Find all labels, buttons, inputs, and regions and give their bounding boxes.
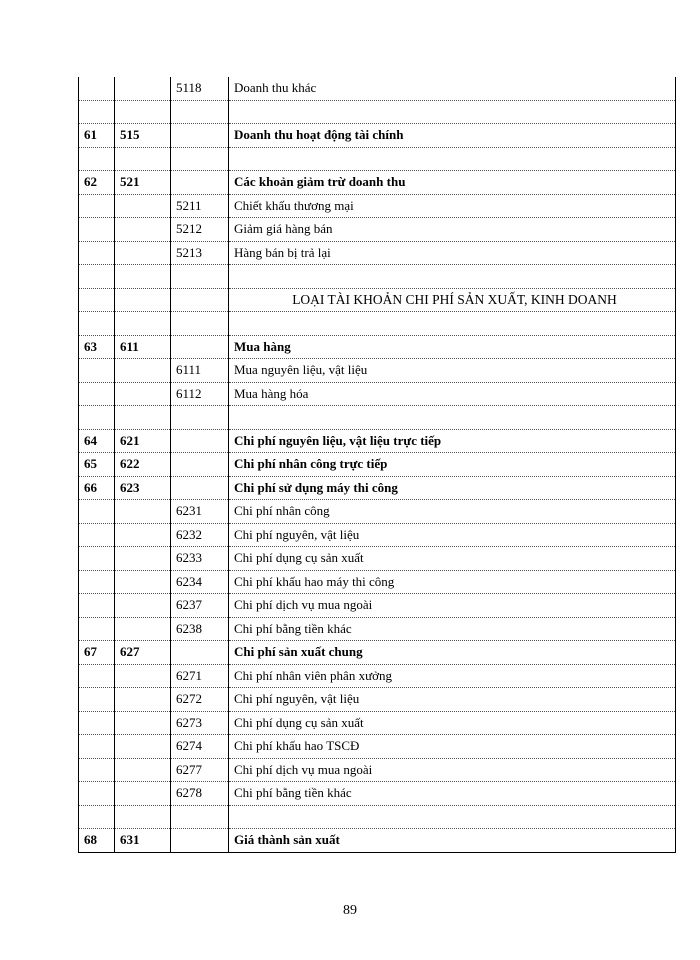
row-number-cell: [79, 312, 115, 336]
account-level1-cell: [115, 359, 171, 383]
row-number-cell: [79, 805, 115, 829]
table-row: [79, 476, 676, 500]
account-name-cell: [229, 312, 676, 336]
account-table: [78, 77, 676, 853]
account-level1-cell: [115, 688, 171, 712]
table-row: [79, 124, 676, 148]
account-name-cell: Doanh thu hoạt động tài chính: [229, 124, 676, 148]
account-name-cell: Chi phí nguyên, vật liệu: [229, 688, 676, 712]
account-level2-cell: [171, 406, 229, 430]
account-level2-cell: [171, 476, 229, 500]
row-number-cell: 66: [79, 476, 115, 500]
account-name-cell: Các khoản giảm trừ doanh thu: [229, 171, 676, 195]
account-level2-cell: 5213: [171, 241, 229, 265]
row-number-cell: [79, 194, 115, 218]
account-name-cell: [229, 147, 676, 171]
account-level2-cell: [171, 641, 229, 665]
row-number-cell: [79, 288, 115, 312]
table-row: [79, 359, 676, 383]
table-row: [79, 77, 676, 100]
account-level1-cell: 622: [115, 453, 171, 477]
row-number-cell: [79, 688, 115, 712]
account-level1-cell: [115, 711, 171, 735]
account-level2-cell: [171, 147, 229, 171]
account-name-cell: Chi phí khấu hao máy thi công: [229, 570, 676, 594]
account-name-cell: Chi phí nhân công: [229, 500, 676, 524]
account-level2-cell: 6272: [171, 688, 229, 712]
account-name-cell: Chi phí dụng cụ sản xuất: [229, 547, 676, 571]
account-name-cell: [229, 406, 676, 430]
row-number-cell: 64: [79, 429, 115, 453]
account-level2-cell: [171, 312, 229, 336]
account-name-cell: Chi phí nguyên, vật liệu: [229, 523, 676, 547]
table-row: [79, 523, 676, 547]
table-row: [79, 218, 676, 242]
row-number-cell: [79, 547, 115, 571]
account-level2-cell: 6111: [171, 359, 229, 383]
account-level1-cell: [115, 288, 171, 312]
row-number-cell: [79, 218, 115, 242]
account-level1-cell: [115, 594, 171, 618]
page-number: 89: [343, 903, 357, 918]
account-name-cell: Chi phí sử dụng máy thi công: [229, 476, 676, 500]
account-level2-cell: [171, 429, 229, 453]
account-name-cell: Doanh thu khác: [229, 77, 676, 100]
table-row: [79, 758, 676, 782]
account-level1-cell: [115, 100, 171, 124]
account-level1-cell: 631: [115, 829, 171, 853]
account-level2-cell: 6233: [171, 547, 229, 571]
account-level2-cell: 6234: [171, 570, 229, 594]
account-level1-cell: [115, 523, 171, 547]
row-number-cell: [79, 241, 115, 265]
table-row: [79, 594, 676, 618]
account-level2-cell: [171, 453, 229, 477]
row-number-cell: [79, 359, 115, 383]
table-row: [79, 335, 676, 359]
account-level2-cell: [171, 829, 229, 853]
account-level1-cell: 611: [115, 335, 171, 359]
account-level2-cell: 6277: [171, 758, 229, 782]
table-row: [79, 312, 676, 336]
table-row: [79, 664, 676, 688]
table-row: [79, 100, 676, 124]
account-name-cell: Chi phí dịch vụ mua ngoài: [229, 758, 676, 782]
row-number-cell: [79, 711, 115, 735]
table-row: [79, 265, 676, 289]
account-level2-cell: [171, 805, 229, 829]
account-level1-cell: [115, 194, 171, 218]
table-row: [79, 735, 676, 759]
table-row: [79, 147, 676, 171]
account-level1-cell: [115, 664, 171, 688]
row-number-cell: [79, 382, 115, 406]
table-row: [79, 453, 676, 477]
account-level1-cell: [115, 805, 171, 829]
account-level2-cell: 6278: [171, 782, 229, 806]
row-number-cell: 63: [79, 335, 115, 359]
account-name-cell: Chi phí dụng cụ sản xuất: [229, 711, 676, 735]
table-row: [79, 241, 676, 265]
account-level1-cell: [115, 147, 171, 171]
account-level2-cell: 5211: [171, 194, 229, 218]
account-level1-cell: [115, 265, 171, 289]
account-name-cell: Chi phí nhân viên phân xưởng: [229, 664, 676, 688]
account-level1-cell: [115, 782, 171, 806]
account-level2-cell: 6231: [171, 500, 229, 524]
account-level2-cell: 6271: [171, 664, 229, 688]
table-row: [79, 617, 676, 641]
row-number-cell: [79, 523, 115, 547]
account-level2-cell: [171, 288, 229, 312]
account-table-body: [79, 77, 676, 852]
account-level1-cell: 627: [115, 641, 171, 665]
account-level2-cell: 6112: [171, 382, 229, 406]
account-name-cell: Giá thành sản xuất: [229, 829, 676, 853]
row-number-cell: [79, 500, 115, 524]
row-number-cell: [79, 77, 115, 100]
account-name-cell: Chi phí nhân công trực tiếp: [229, 453, 676, 477]
table-row: [79, 711, 676, 735]
account-name-cell: Mua hàng: [229, 335, 676, 359]
table-row: [79, 171, 676, 195]
row-number-cell: [79, 147, 115, 171]
account-level2-cell: 6232: [171, 523, 229, 547]
account-level2-cell: 5118: [171, 77, 229, 100]
section-heading-row: [79, 288, 676, 312]
account-level1-cell: [115, 758, 171, 782]
account-level1-cell: [115, 617, 171, 641]
table-row: [79, 194, 676, 218]
account-name-cell: Hàng bán bị trả lại: [229, 241, 676, 265]
row-number-cell: [79, 782, 115, 806]
account-level1-cell: [115, 500, 171, 524]
row-number-cell: [79, 406, 115, 430]
account-level1-cell: [115, 382, 171, 406]
row-number-cell: 67: [79, 641, 115, 665]
table-row: [79, 429, 676, 453]
account-name-cell: [229, 805, 676, 829]
table-row: [79, 805, 676, 829]
account-name-cell: Chi phí nguyên liệu, vật liệu trực tiếp: [229, 429, 676, 453]
account-name-cell: Chiết khấu thương mại: [229, 194, 676, 218]
account-name-cell: Chi phí sản xuất chung: [229, 641, 676, 665]
account-level2-cell: 6274: [171, 735, 229, 759]
account-level1-cell: [115, 218, 171, 242]
account-level2-cell: 5212: [171, 218, 229, 242]
account-name-cell: Chi phí khấu hao TSCĐ: [229, 735, 676, 759]
row-number-cell: 62: [79, 171, 115, 195]
account-name-cell: Chi phí bằng tiền khác: [229, 782, 676, 806]
row-number-cell: [79, 617, 115, 641]
account-name-cell: Giảm giá hàng bán: [229, 218, 676, 242]
account-level1-cell: [115, 406, 171, 430]
account-level2-cell: [171, 100, 229, 124]
account-level2-cell: 6273: [171, 711, 229, 735]
account-level1-cell: [115, 77, 171, 100]
account-level1-cell: 621: [115, 429, 171, 453]
table-row: [79, 688, 676, 712]
table-row: [79, 782, 676, 806]
table-row: [79, 547, 676, 571]
account-level1-cell: 623: [115, 476, 171, 500]
row-number-cell: 61: [79, 124, 115, 148]
table-row: [79, 382, 676, 406]
account-level1-cell: [115, 735, 171, 759]
row-number-cell: [79, 735, 115, 759]
row-number-cell: 68: [79, 829, 115, 853]
account-name-cell: Chi phí bằng tiền khác: [229, 617, 676, 641]
account-level1-cell: 515: [115, 124, 171, 148]
account-level1-cell: [115, 241, 171, 265]
row-number-cell: [79, 100, 115, 124]
account-level1-cell: [115, 547, 171, 571]
account-level2-cell: [171, 265, 229, 289]
table-row: [79, 641, 676, 665]
account-level1-cell: [115, 312, 171, 336]
account-name-cell: Chi phí dịch vụ mua ngoài: [229, 594, 676, 618]
table-row: [79, 406, 676, 430]
table-row: [79, 570, 676, 594]
account-name-cell: Mua nguyên liệu, vật liệu: [229, 359, 676, 383]
account-name-cell: LOẠI TÀI KHOẢN CHI PHÍ SẢN XUẤT, KINH DOANH: [229, 288, 676, 312]
row-number-cell: [79, 758, 115, 782]
account-name-cell: [229, 265, 676, 289]
account-name-cell: [229, 100, 676, 124]
account-level2-cell: 6237: [171, 594, 229, 618]
row-number-cell: [79, 664, 115, 688]
row-number-cell: 65: [79, 453, 115, 477]
account-level2-cell: 6238: [171, 617, 229, 641]
account-level2-cell: [171, 124, 229, 148]
account-level2-cell: [171, 335, 229, 359]
table-row: [79, 829, 676, 853]
account-level1-cell: 521: [115, 171, 171, 195]
row-number-cell: [79, 594, 115, 618]
account-level2-cell: [171, 171, 229, 195]
account-name-cell: Mua hàng hóa: [229, 382, 676, 406]
account-level1-cell: [115, 570, 171, 594]
row-number-cell: [79, 265, 115, 289]
table-row: [79, 500, 676, 524]
row-number-cell: [79, 570, 115, 594]
